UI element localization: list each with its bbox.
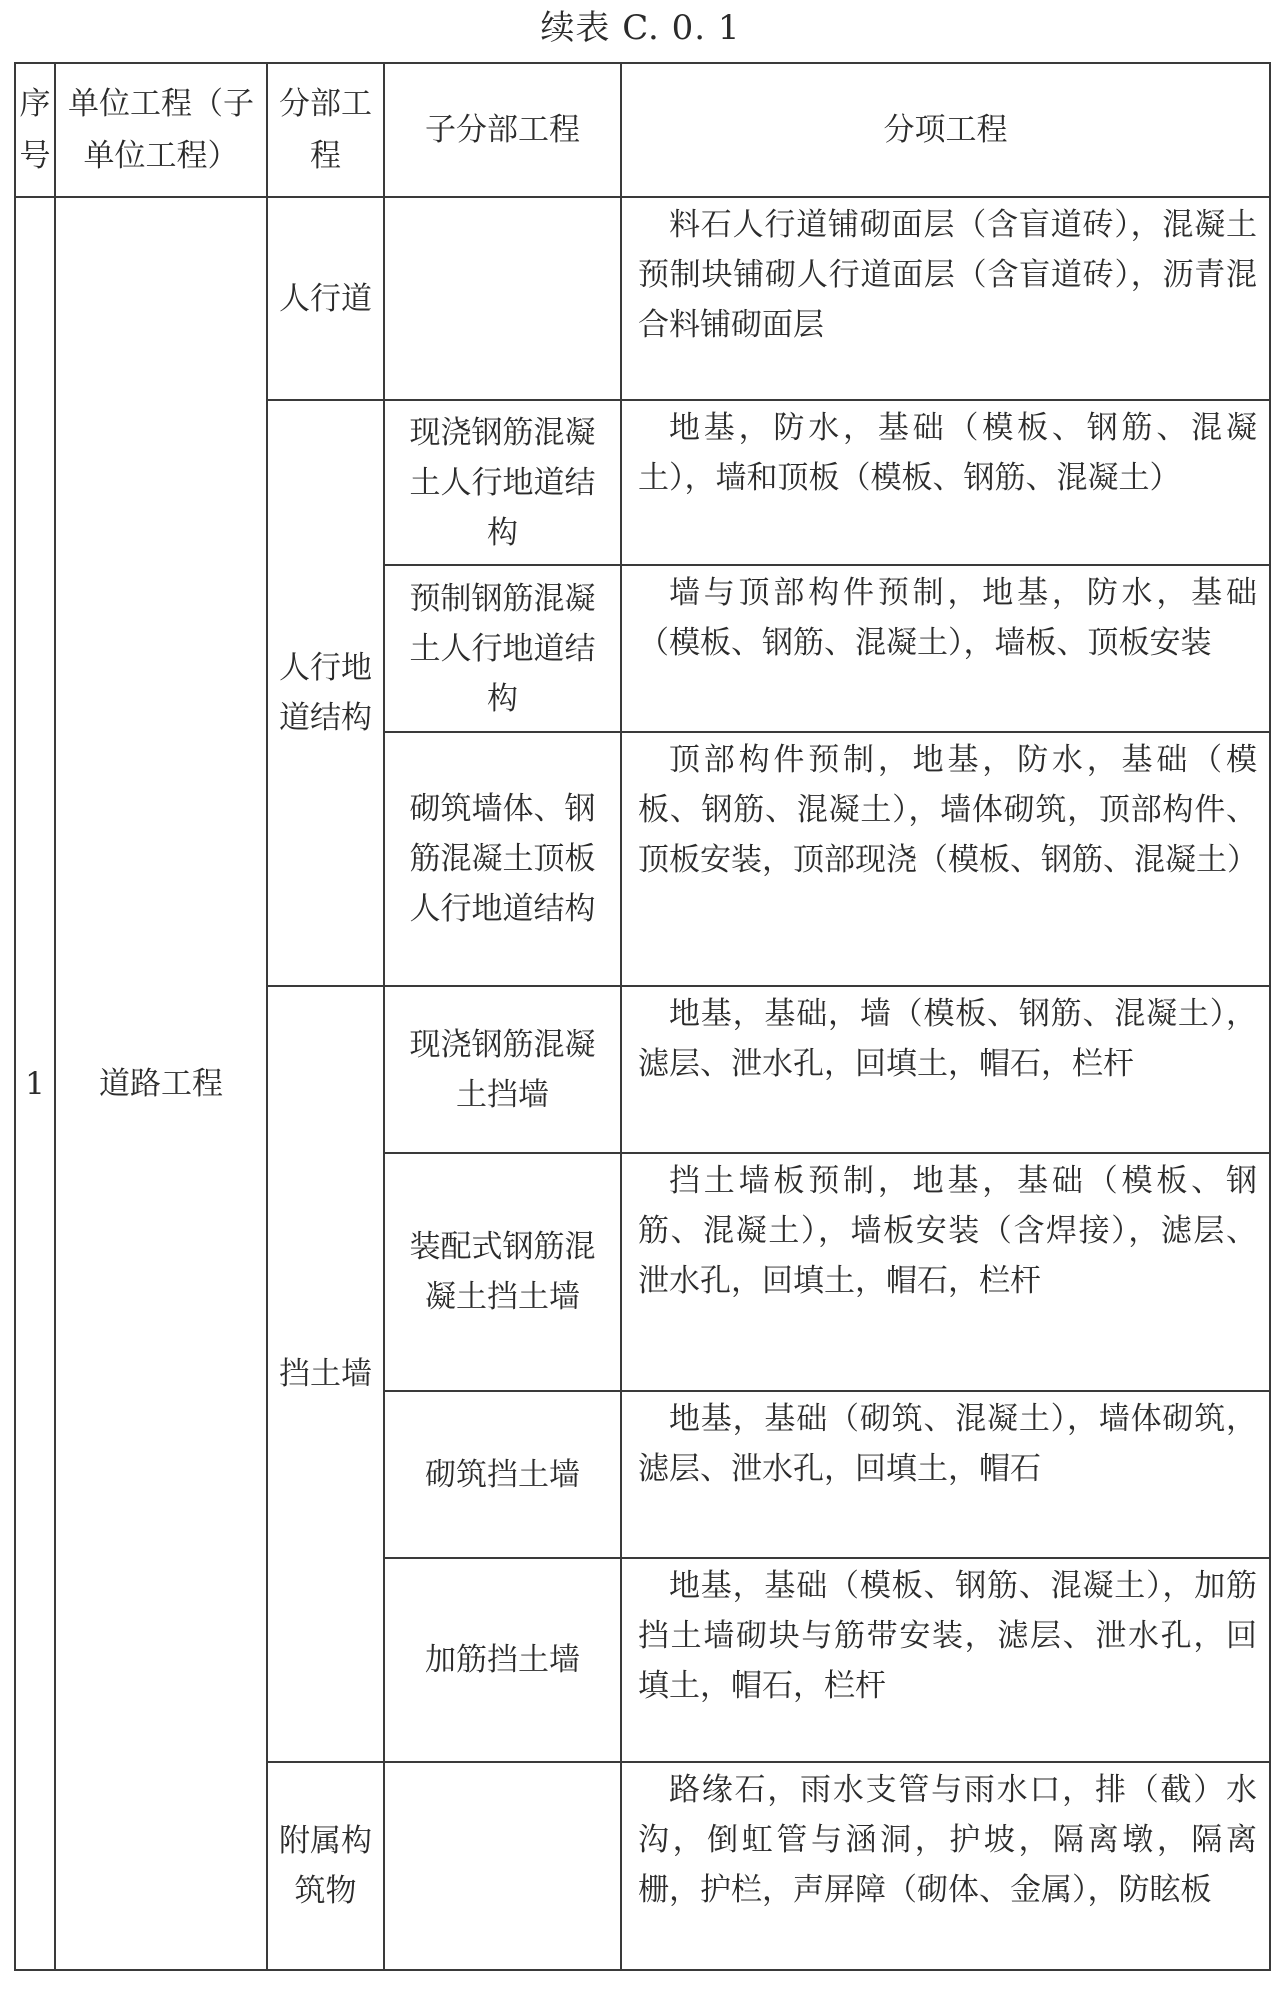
subdivision-cell	[384, 197, 621, 400]
subdivision-cell: 砌筑挡土墙	[384, 1391, 621, 1558]
header-unit-project: 单位工程（子单位工程）	[55, 63, 267, 197]
header-index: 序号	[15, 63, 55, 197]
item-cell: 墙与顶部构件预制，地基，防水，基础（模板、钢筋、混凝土），墙板、顶板安装	[621, 565, 1270, 732]
row-index-cell: 1	[15, 197, 55, 1970]
division-cell: 人行地道结构	[267, 400, 384, 986]
item-cell: 路缘石，雨水支管与雨水口，排（截）水沟，倒虹管与涵洞，护坡，隔离墩，隔离栅，护栏，声屏障（砌体、金属），防眩板	[621, 1762, 1270, 1970]
subdivision-cell: 现浇钢筋混凝土挡墙	[384, 986, 621, 1153]
item-cell: 料石人行道铺砌面层（含盲道砖），混凝土预制块铺砌人行道面层（含盲道砖），沥青混合料铺砌面层	[621, 197, 1270, 400]
header-subdivision-project: 子分部工程	[384, 63, 621, 197]
item-cell: 顶部构件预制，地基，防水，基础（模板、钢筋、混凝土），墙体砌筑，顶部构件、顶板安装，顶部现浇（模板、钢筋、混凝土）	[621, 732, 1270, 986]
header-division-project: 分部工程	[267, 63, 384, 197]
item-cell: 地基，基础（模板、钢筋、混凝土），加筋挡土墙砌块与筋带安装，滤层、泄水孔，回填土，帽石，栏杆	[621, 1558, 1270, 1762]
subdivision-cell: 砌筑墙体、钢筋混凝土顶板人行地道结构	[384, 732, 621, 986]
item-cell: 地基，基础（砌筑、混凝土），墙体砌筑，滤层、泄水孔，回填土，帽石	[621, 1391, 1270, 1558]
item-cell: 地基，防水，基础（模板、钢筋、混凝土），墙和顶板（模板、钢筋、混凝土）	[621, 400, 1270, 565]
header-row	[15, 63, 1270, 197]
subdivision-cell: 装配式钢筋混凝土挡土墙	[384, 1153, 621, 1391]
division-cell: 人行道	[267, 197, 384, 400]
subdivision-cell: 加筋挡土墙	[384, 1558, 621, 1762]
table-title: 续表 C. 0. 1	[540, 8, 741, 48]
table-row	[15, 197, 1270, 400]
unit-project-cell: 道路工程	[55, 197, 267, 1970]
division-cell: 挡土墙	[267, 986, 384, 1762]
subdivision-cell	[384, 1762, 621, 1970]
item-cell: 地基，基础，墙（模板、钢筋、混凝土），滤层、泄水孔，回填土，帽石，栏杆	[621, 986, 1270, 1153]
item-cell: 挡土墙板预制，地基，基础（模板、钢筋、混凝土），墙板安装（含焊接），滤层、泄水孔，回填土，帽石，栏杆	[621, 1153, 1270, 1391]
acceptance-division-table	[14, 62, 1271, 1971]
header-item-project: 分项工程	[621, 63, 1270, 197]
subdivision-cell: 预制钢筋混凝土人行地道结构	[384, 565, 621, 732]
division-cell: 附属构筑物	[267, 1762, 384, 1970]
subdivision-cell: 现浇钢筋混凝土人行地道结构	[384, 400, 621, 565]
